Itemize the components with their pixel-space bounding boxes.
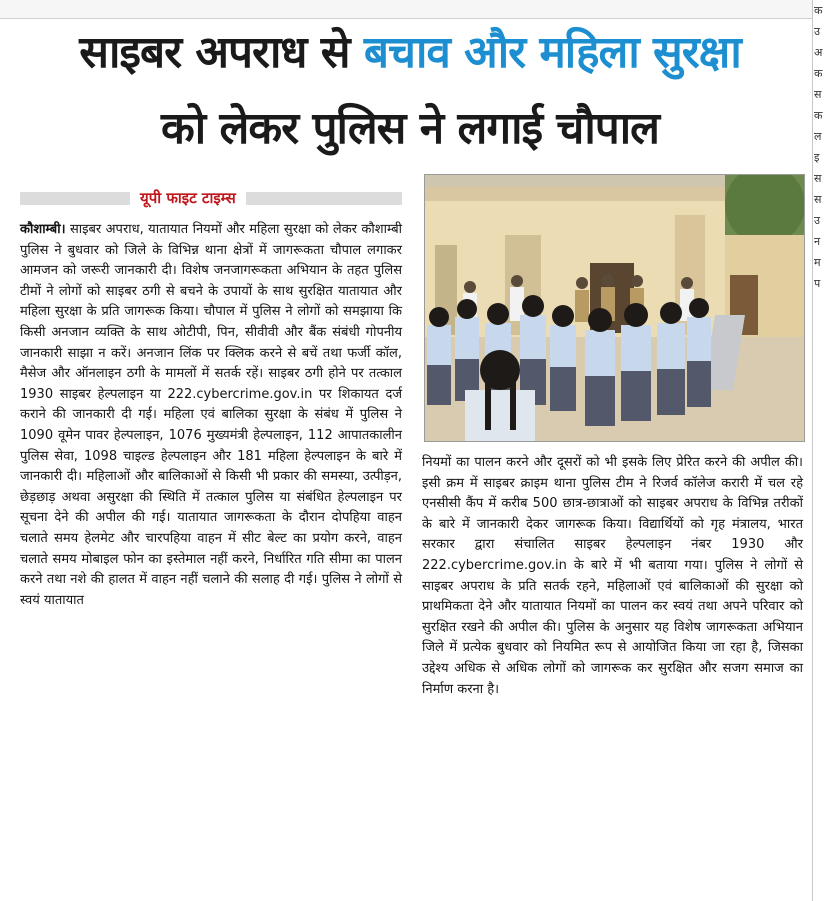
headline-accent: बचाव और महिला सुरक्षा: [363, 27, 741, 78]
article-column-2: [422, 453, 803, 700]
chaupal-photo-illustration: [425, 175, 804, 441]
dateline: कौशाम्बी।: [20, 222, 66, 237]
headline-line-1: [10, 24, 810, 82]
previous-article-strip: [0, 0, 812, 19]
article-column-1: [20, 220, 402, 611]
article-text-col1: साइबर अपराध, यातायात नियमों और महिला सुरक्षा को लेकर कौशाम्बी पुलिस ने बुधवार को जिले के विभिन्न थाना क्षेत्रों में जागरूकता चौपाल लगाकर आमजन को जरूरी जानकारी दी। विशेष जनजागरूकता अभियान के तहत पुलिस टीमों ने लोगों को साइबर ठगी से बचने के उपायों के साथ सुरक्षित यातायात और महिला सुरक्षा के प्रति जागरूक किया। चौपाल में पुलिस ने लोगों को समझाया कि किसी अनजान व्यक्ति के साथ ओटीपी, पिन, सीवीवी और बैंक संबंधी गोपनीय जानकारी साझा न करें। अनजान लिंक पर क्लिक करने से बचें तथा फर्जी कॉल, मैसेज और ऑनलाइन ठगी के मामलों में सतर्क रहें। साइबर ठगी होने पर तत्काल 1930 साइबर हेल्पलाइन या 222.cybercrime.gov.in पर शिकायत दर्ज कराने की जानकारी दी गई। महिला एवं बालिका सुरक्षा के संबंध में पुलिस ने 1090 वूमेन पावर हेल्पलाइन, 1076 मुख्यमंत्री हेल्पलाइन, 112 आपातकालीन पुलिस सेवा, 1098 चाइल्ड हेल्पलाइन और 181 महिला हेल्पलाइन के बारे में जानकारी दी। महिलाओं और बालिकाओं से किसी भी प्रकार की समस्या, उत्पीड़न, छेड़छाड़ अथवा असुरक्षा की स्थिति में तत्काल पुलिस या संबंधित हेल्पलाइन पर सूचना देने की अपील की गई। यातायात जागरूकता के दौरान दोपहिया वाहन चलाते समय हेलमेट और चारपहिया वाहन में सीट बेल्ट का प्रयोग करने, वाहन चलाते समय मोबाइल फोन का इस्तेमाल नहीं करने, निर्धारित गति सीमा का पालन करने तथा नशे की हालत में वाहन नहीं चलाने की सलाह दी गई। पुलिस ने लोगों से स्वयं यातायात: [20, 222, 402, 608]
byline: यूपी फाइट टाइम्स: [130, 187, 246, 209]
adjacent-article-fragment: क उ अ क स क ल इ स स उ न म प: [814, 4, 823, 290]
news-photo: [424, 174, 805, 442]
headline-part-1: साइबर अपराध से: [79, 27, 350, 78]
column-divider: [812, 0, 813, 901]
headline-line-2: को लेकर पुलिस ने लगाई चौपाल: [161, 103, 659, 154]
article-text-col2: नियमों का पालन करने और दूसरों को भी इसके लिए प्रेरित करने की अपील की। इसी क्रम में साइबर क्राइम थाना पुलिस टीम ने रिजर्व कॉलेज करारी में चल रहे एनसीसी कैंप में करीब 500 छात्र-छात्राओं को साइबर अपराध के विभिन्न तरीकों के बारे में जानकारी देकर जागरूक किया। विद्यार्थियों को गृह मंत्रालय, भारत सरकार द्वारा संचालित साइबर हेल्पलाइन नंबर 1930 और 222.cybercrime.gov.in के बारे में भी बताया गया। पुलिस ने लोगों से साइबर अपराध के प्रति सतर्क रहने, महिलाओं एवं बालिकाओं की सुरक्षा को प्राथमिकता देने और यातायात नियमों का पालन कर स्वयं तथा अपने परिवार को सुरक्षित रखने की अपील की। पुलिस के अनुसार यह विशेष जागरूकता अभियान जिले में प्रत्येक बुधवार को नियमित रूप से आयोजित किया जा रहा है, जिसका उद्देश्य अधिक से अधिक लोगों को जागरूक कर सुरक्षित और सजग समाज का निर्माण करना है।: [422, 455, 803, 697]
